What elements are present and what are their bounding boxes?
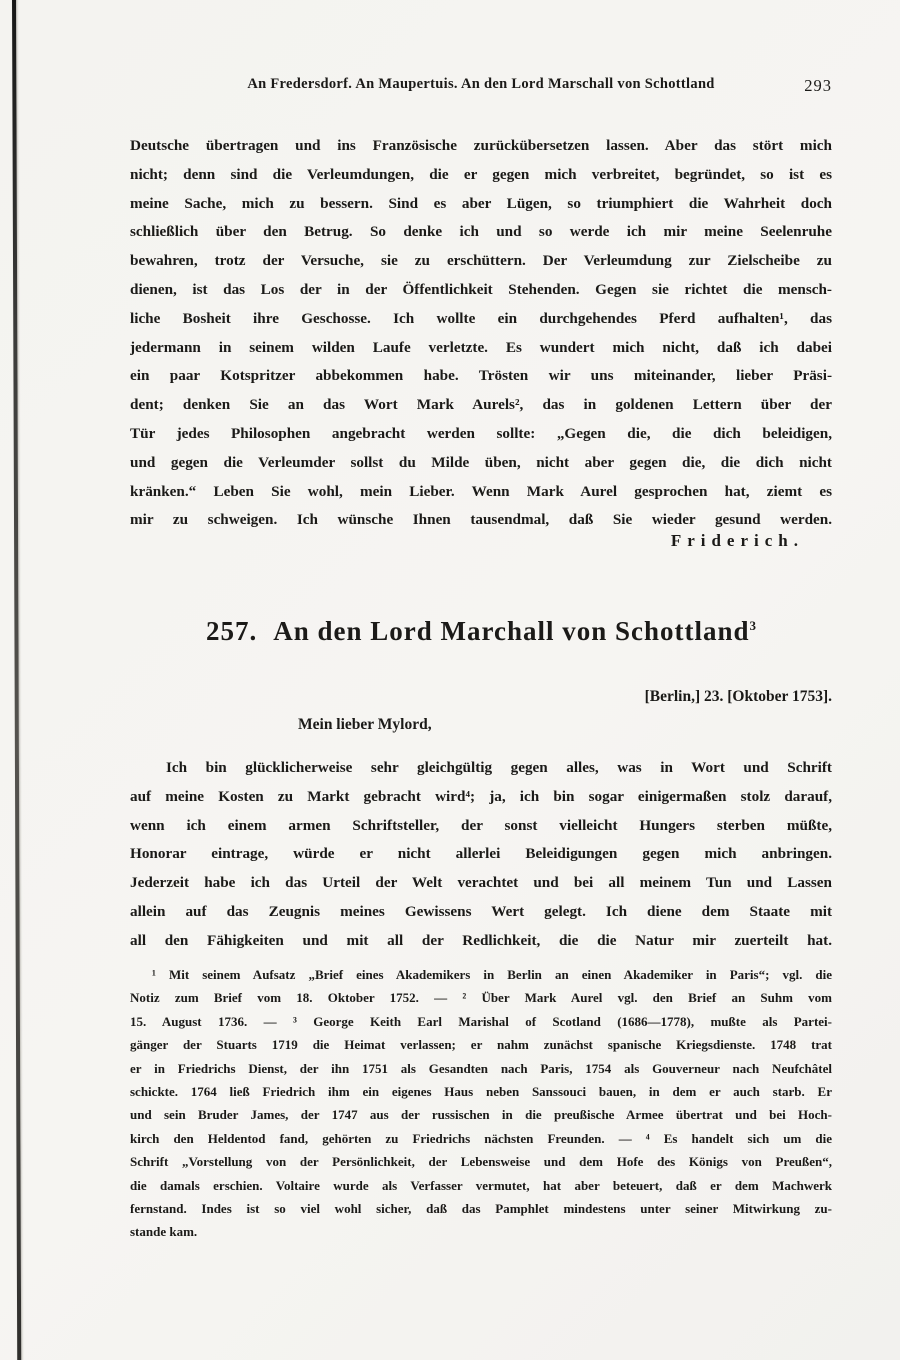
- page-number: 293: [804, 76, 832, 95]
- text-line: Schrift „Vorstellung von der Persönlichkeit, der Lebensweise und dem Hofe des Königs von Preußen“,: [130, 1154, 832, 1170]
- letter-fredersdorf-body: [130, 132, 832, 535]
- running-header: [130, 76, 832, 98]
- letter-number: 257.: [205, 616, 258, 646]
- text-line: und gegen die Verleumder sollst du Milde üben, nicht aber gegen die, die dich nicht: [130, 453, 832, 471]
- text-line: dienen, ist das Los der in der Öffentlichkeit Stehenden. Gegen sie richtet die mensch-: [130, 280, 832, 298]
- text-line: er in Friedrichs Dienst, der ihn 1751 als Gesandten nach Paris, 1754 als Gouverneur nach Neufchâtel: [130, 1060, 832, 1076]
- text-line: meine Sache, mich zu bessern. Sind es aber Lügen, so triumphiert die Wahrheit doch: [130, 194, 832, 212]
- text-line: 15. August 1736. — ³ George Keith Earl Marishal of Scotland (1686—1778), mußte als Partei-: [130, 1013, 832, 1029]
- text-line: liche Bosheit ihre Geschosse. Ich wollte ein durchgehendes Pferd aufhalten¹, das: [130, 309, 832, 327]
- text-line: stande kam.: [130, 1224, 198, 1240]
- footnotes: [130, 963, 832, 1244]
- text-line: allein auf das Zeugnis meines Gewissens Wert gelegt. Ich diene dem Staate mit: [130, 902, 832, 920]
- text-line: kränken.“ Leben Sie wohl, mein Lieber. Wenn Mark Aurel gesprochen hat, ziemt es: [130, 482, 832, 500]
- letter-heading: [130, 616, 832, 647]
- text-line: dent; denken Sie an das Wort Mark Aurels², das in goldenen Lettern über der: [130, 396, 832, 414]
- text-line: schickte. 1764 ließ Friedrich ihm ein eigenes Haus neben Sanssouci bauen, in dem er auch starb. Er: [130, 1083, 832, 1099]
- text-line: wenn ich einem armen Schriftsteller, der sonst vielleicht Hungers sterben müßte,: [130, 816, 832, 834]
- text-line: kirch den Heldentod fand, gehörten zu Friedrichs nächsten Freunden. — ⁴ Es handelt sich um die: [130, 1130, 832, 1146]
- signature: Friderich.: [670, 531, 804, 550]
- text-line: nicht; denn sind die Verleumdungen, die er gegen mich verbreitet, begründet, so ist es: [130, 165, 832, 183]
- text-line: ein paar Kotspritzer abbekommen habe. Trösten wir uns miteinander, lieber Präsi-: [130, 367, 832, 385]
- text-line: Deutsche übertragen und ins Französische zurückübersetzen lassen. Aber das stört mich: [130, 137, 832, 154]
- text-line: und sein Bruder James, der 1747 aus der russischen in die preußische Armee übertrat und bei Hoch-: [130, 1107, 832, 1123]
- binding-edge-line: [12, 0, 21, 1360]
- letter-marshall-body: [130, 754, 832, 956]
- text-line: bewahren, trotz der Versuche, sie zu erschüttern. Der Verleumdung zur Zielscheibe zu: [130, 252, 832, 270]
- salutation: Mein lieber Mylord,: [298, 716, 432, 733]
- text-line: fernstand. Indes ist so viel wohl sicher, daß das Pamphlet mindestens unter seiner Mitwirkung zu-: [130, 1200, 832, 1216]
- text-line: jedermann in seinem wilden Laufe verletzte. Es wundert mich nicht, daß ich dabei: [130, 338, 832, 356]
- text-line: all den Fähigkeiten und mit all der Redlichkeit, die die Natur mir zuerteilt hat.: [130, 931, 832, 949]
- text-line: Jederzeit habe ich das Urteil der Welt verachtet und bei all meinem Tun und Lassen: [130, 874, 832, 892]
- text-line: mir zu schweigen. Ich wünsche Ihnen tausendmal, daß Sie wieder gesund werden.: [130, 511, 832, 529]
- heading-footnote-ref: 3: [749, 618, 757, 633]
- text-line: die damals erschien. Voltaire wurde als Verfasser vermutet, hat aber beteuert, daß er dem Machwerk: [130, 1177, 832, 1193]
- text-line: Honorar eintrage, würde er nicht allerlei Beleidigungen gegen mich anbringen.: [130, 845, 832, 863]
- text-line: auf meine Kosten zu Markt gebracht wird⁴; ja, ich bin sogar einigermaßen stolz darauf,: [130, 787, 832, 805]
- letter-title: An den Lord Marchall von Schottland: [273, 616, 750, 646]
- text-line: gänger der Stuarts 1719 die Heimat verlassen; er nahm zunächst spanische Kriegsdienste. 1748 trat: [130, 1037, 832, 1053]
- text-line: schließlich über den Betrug. So denke ich und so werde ich mir meine Seelenruhe: [130, 223, 832, 241]
- text-line: ¹ Mit seinem Aufsatz „Brief eines Akademikers in Berlin an einen Akademiker in Paris“; vgl. die: [152, 967, 832, 982]
- text-line: Ich bin glücklicherweise sehr gleichgültig gegen alles, was in Wort und Schrift: [166, 759, 832, 776]
- running-header-title: An Fredersdorf. An Maupertuis. An den Lord Marschall von Schottland: [247, 76, 715, 92]
- text-line: Notiz zum Brief vom 18. Oktober 1752. — ² Über Mark Aurel vgl. den Brief an Suhm vom: [130, 990, 832, 1006]
- text-line: Tür jedes Philosophen angebracht werden sollte: „Gegen die, die dich beleidigen,: [130, 424, 832, 442]
- dateline: [Berlin,] 23. [Oktober 1753].: [644, 688, 832, 705]
